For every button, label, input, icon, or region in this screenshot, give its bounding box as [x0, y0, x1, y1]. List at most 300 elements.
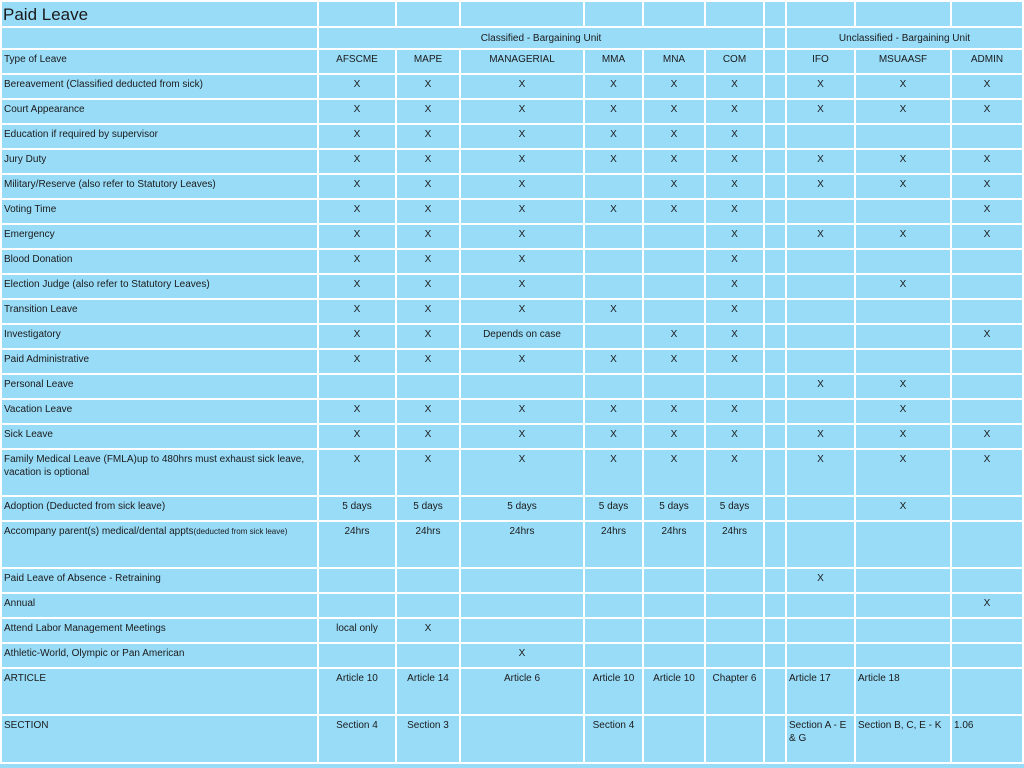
table-cell: X: [786, 224, 855, 249]
table-cell: X: [584, 399, 643, 424]
table-cell: X: [951, 99, 1023, 124]
table-cell: [764, 274, 786, 299]
table-cell: X: [318, 124, 396, 149]
table-cell: X: [396, 618, 460, 643]
table-cell: Article 6: [460, 668, 584, 715]
unclassified-group-header: Unclassified - Bargaining Unit: [786, 27, 1023, 49]
table-row: [1, 299, 1023, 324]
leave-type-text: Voting Time: [4, 204, 57, 215]
table-cell: X: [460, 74, 584, 99]
table-cell: [643, 274, 705, 299]
table-cell: [764, 715, 786, 763]
leave-type-label: [1, 224, 318, 249]
leave-type-text: Personal Leave: [4, 379, 74, 390]
table-cell: [764, 399, 786, 424]
table-cell: [764, 174, 786, 199]
col-header: MANAGERIAL: [460, 49, 584, 74]
leave-type-label: [1, 618, 318, 643]
table-cell: [764, 299, 786, 324]
leave-type-label: [1, 593, 318, 618]
table-cell: [951, 521, 1023, 568]
table-cell: [584, 224, 643, 249]
table-cell: X: [643, 324, 705, 349]
table-cell: [584, 274, 643, 299]
table-cell: X: [855, 74, 951, 99]
table-cell: X: [396, 324, 460, 349]
table-cell: X: [460, 274, 584, 299]
table-cell: X: [951, 449, 1023, 496]
table-cell: [318, 568, 396, 593]
table-cell: X: [584, 449, 643, 496]
table-cell: X: [460, 643, 584, 668]
table-cell: X: [584, 99, 643, 124]
table-cell: X: [396, 149, 460, 174]
leave-type-label: [1, 496, 318, 521]
leave-type-label: [1, 149, 318, 174]
table-cell: [855, 568, 951, 593]
group-row: [1, 27, 1023, 49]
table-cell: Article 14: [396, 668, 460, 715]
table-cell: X: [643, 424, 705, 449]
table-cell: X: [951, 593, 1023, 618]
leave-type-label: [1, 374, 318, 399]
table-cell: [786, 274, 855, 299]
leave-type-label: [1, 643, 318, 668]
table-cell: X: [584, 124, 643, 149]
table-cell: X: [786, 568, 855, 593]
table-cell: [951, 124, 1023, 149]
table-cell: X: [318, 199, 396, 224]
leave-type-label: [1, 274, 318, 299]
table-cell: [951, 568, 1023, 593]
table-cell: X: [705, 149, 764, 174]
table-cell: [764, 668, 786, 715]
table-cell: [764, 521, 786, 568]
table-cell: [764, 224, 786, 249]
table-cell: X: [584, 74, 643, 99]
table-cell: [584, 249, 643, 274]
table-cell: [764, 449, 786, 496]
table-cell: X: [705, 124, 764, 149]
table-cell: X: [855, 374, 951, 399]
leave-type-label: [1, 668, 318, 715]
table-cell: X: [460, 174, 584, 199]
table-cell: X: [705, 249, 764, 274]
table-cell: X: [460, 199, 584, 224]
table-cell: [764, 374, 786, 399]
table-cell: [764, 149, 786, 174]
table-cell: X: [584, 299, 643, 324]
table-row: [1, 521, 1023, 568]
table-cell: X: [396, 274, 460, 299]
leave-type-note: (deducted from sick leave): [193, 527, 288, 536]
table-cell: X: [643, 199, 705, 224]
table-row: [1, 174, 1023, 199]
table-cell: X: [584, 424, 643, 449]
table-cell: [705, 618, 764, 643]
table-cell: [643, 715, 705, 763]
leave-type-text: Military/Reserve (also refer to Statutory Leaves): [4, 179, 216, 190]
leave-type-label: [1, 99, 318, 124]
table-cell: X: [460, 149, 584, 174]
table-cell: X: [643, 149, 705, 174]
table-cell: X: [855, 424, 951, 449]
table-cell: 1.06: [951, 715, 1023, 763]
table-cell: [855, 299, 951, 324]
table-cell: [764, 99, 786, 124]
table-cell: X: [643, 99, 705, 124]
table-cell: X: [855, 149, 951, 174]
leave-type-label: [1, 568, 318, 593]
table-cell: [643, 568, 705, 593]
leave-type-text: Education if required by supervisor: [4, 129, 158, 140]
table-cell: [584, 374, 643, 399]
page-title: Paid Leave: [1, 1, 318, 27]
table-cell: [396, 643, 460, 668]
table-cell: [855, 249, 951, 274]
table-cell: X: [951, 174, 1023, 199]
table-cell: Section B, C, E - K: [855, 715, 951, 763]
table-cell: [396, 568, 460, 593]
table-row: [1, 199, 1023, 224]
table-cell: [764, 496, 786, 521]
table-cell: X: [705, 449, 764, 496]
table-row: [1, 324, 1023, 349]
table-cell: X: [786, 149, 855, 174]
table-cell: [951, 496, 1023, 521]
table-cell: X: [705, 424, 764, 449]
table-cell: [951, 249, 1023, 274]
table-cell: [705, 715, 764, 763]
table-cell: [786, 643, 855, 668]
leave-type-text: Athletic-World, Olympic or Pan American: [4, 648, 185, 659]
col-header: MSUAASF: [855, 49, 951, 74]
leave-type-label: [1, 249, 318, 274]
table-cell: X: [318, 224, 396, 249]
table-cell: X: [460, 424, 584, 449]
table-cell: X: [705, 299, 764, 324]
table-cell: X: [460, 124, 584, 149]
table-row: [1, 149, 1023, 174]
table-row: [1, 593, 1023, 618]
table-cell: X: [786, 374, 855, 399]
table-cell: X: [396, 224, 460, 249]
col-header: COM: [705, 49, 764, 74]
table-cell: 24hrs: [584, 521, 643, 568]
leave-type-text: Accompany parent(s) medical/dental appts: [4, 526, 194, 537]
table-row: [1, 496, 1023, 521]
table-cell: [705, 593, 764, 618]
table-cell: X: [855, 449, 951, 496]
leave-type-text: Annual: [4, 598, 36, 609]
table-cell: X: [318, 249, 396, 274]
table-cell: [705, 568, 764, 593]
table-cell: [951, 399, 1023, 424]
leave-type-label: [1, 349, 318, 374]
table-cell: X: [318, 349, 396, 374]
table-cell: [764, 568, 786, 593]
table-cell: 24hrs: [460, 521, 584, 568]
table-cell: X: [318, 74, 396, 99]
table-cell: X: [318, 424, 396, 449]
leave-type-text: Jury Duty: [4, 154, 47, 165]
table-cell: Article 18: [855, 668, 951, 715]
leave-type-text: Sick Leave: [4, 429, 53, 440]
col-header: MNA: [643, 49, 705, 74]
table-cell: X: [396, 424, 460, 449]
table-cell: local only: [318, 618, 396, 643]
table-cell: [318, 593, 396, 618]
leave-type-text: Vacation Leave: [4, 404, 73, 415]
table-row: [1, 124, 1023, 149]
table-cell: [786, 496, 855, 521]
table-cell: X: [396, 249, 460, 274]
table-cell: X: [855, 274, 951, 299]
leave-type-label: [1, 424, 318, 449]
table-cell: X: [460, 224, 584, 249]
table-cell: [786, 399, 855, 424]
table-cell: 5 days: [396, 496, 460, 521]
leave-type-label: [1, 124, 318, 149]
table-cell: X: [951, 224, 1023, 249]
col-header: MAPE: [396, 49, 460, 74]
table-cell: X: [460, 99, 584, 124]
table-cell: X: [855, 174, 951, 199]
section-row: [1, 715, 1023, 763]
leave-type-text: Transition Leave: [4, 304, 78, 315]
table-cell: [786, 249, 855, 274]
table-cell: [855, 618, 951, 643]
table-cell: X: [643, 174, 705, 199]
table-row: [1, 374, 1023, 399]
table-cell: Section 4: [584, 715, 643, 763]
table-cell: [460, 568, 584, 593]
table-cell: X: [584, 349, 643, 374]
table-cell: X: [951, 199, 1023, 224]
table-row: [1, 74, 1023, 99]
table-cell: 5 days: [705, 496, 764, 521]
table-cell: [786, 521, 855, 568]
table-cell: Article 10: [584, 668, 643, 715]
table-cell: X: [786, 174, 855, 199]
table-cell: [318, 643, 396, 668]
leave-type-text: Election Judge (also refer to Statutory Leaves): [4, 279, 210, 290]
classified-group-header: Classified - Bargaining Unit: [318, 27, 764, 49]
table-cell: X: [396, 399, 460, 424]
table-cell: X: [318, 299, 396, 324]
leave-type-label: [1, 299, 318, 324]
table-cell: [643, 224, 705, 249]
table-cell: [764, 424, 786, 449]
table-cell: [584, 324, 643, 349]
table-cell: [786, 618, 855, 643]
table-cell: X: [396, 299, 460, 324]
table-cell: Article 10: [643, 668, 705, 715]
table-cell: X: [705, 324, 764, 349]
table-cell: 5 days: [584, 496, 643, 521]
table-cell: [855, 324, 951, 349]
leave-type-label: [1, 199, 318, 224]
table-cell: X: [396, 199, 460, 224]
table-cell: [855, 349, 951, 374]
leave-type-text: Attend Labor Management Meetings: [4, 623, 166, 634]
table-row: [1, 643, 1023, 668]
table-row: [1, 568, 1023, 593]
leave-type-text: Court Appearance: [4, 104, 85, 115]
leave-type-label: [1, 715, 318, 763]
leave-type-text: Paid Administrative: [4, 354, 90, 365]
table-cell: X: [855, 224, 951, 249]
table-cell: X: [584, 199, 643, 224]
leave-type-text: Blood Donation: [4, 254, 73, 265]
table-cell: X: [705, 99, 764, 124]
table-cell: [786, 199, 855, 224]
table-cell: 24hrs: [396, 521, 460, 568]
table-cell: 24hrs: [643, 521, 705, 568]
table-cell: [643, 643, 705, 668]
table-row: [1, 224, 1023, 249]
leave-type-label: [1, 174, 318, 199]
table-cell: 5 days: [643, 496, 705, 521]
leave-type-label: [1, 399, 318, 424]
table-cell: X: [318, 449, 396, 496]
table-cell: X: [318, 274, 396, 299]
table-cell: Article 17: [786, 668, 855, 715]
table-cell: X: [396, 174, 460, 199]
table-cell: X: [786, 99, 855, 124]
article-row: [1, 668, 1023, 715]
table-cell: [705, 374, 764, 399]
table-cell: [764, 349, 786, 374]
table-cell: [460, 374, 584, 399]
table-row: [1, 618, 1023, 643]
table-cell: Section A - E & G: [786, 715, 855, 763]
table-cell: [855, 124, 951, 149]
table-row: [1, 449, 1023, 496]
table-cell: X: [643, 449, 705, 496]
table-cell: X: [396, 99, 460, 124]
table-cell: X: [460, 449, 584, 496]
table-cell: X: [460, 399, 584, 424]
table-cell: [764, 593, 786, 618]
table-cell: [786, 349, 855, 374]
leave-type-text: Family Medical Leave (FMLA)up to 480hrs must exhaust sick leave, vacation is optional: [4, 454, 305, 478]
table-cell: [460, 715, 584, 763]
leave-type-label: [1, 521, 318, 568]
table-cell: [643, 618, 705, 643]
table-row: [1, 399, 1023, 424]
table-cell: X: [951, 149, 1023, 174]
table-cell: X: [318, 99, 396, 124]
table-row: [1, 349, 1023, 374]
table-cell: [396, 593, 460, 618]
table-cell: X: [705, 399, 764, 424]
table-row: [1, 99, 1023, 124]
col-header: ADMIN: [951, 49, 1023, 74]
leave-type-text: Emergency: [4, 229, 55, 240]
table-cell: X: [705, 224, 764, 249]
table-cell: [764, 249, 786, 274]
table-cell: [764, 643, 786, 668]
table-cell: [764, 618, 786, 643]
table-cell: Depends on case: [460, 324, 584, 349]
table-cell: 5 days: [318, 496, 396, 521]
table-cell: [855, 199, 951, 224]
table-cell: [951, 668, 1023, 715]
table-cell: X: [396, 124, 460, 149]
table-cell: [786, 299, 855, 324]
column-header-row: [1, 49, 1023, 74]
table-cell: [460, 618, 584, 643]
table-cell: [855, 521, 951, 568]
table-cell: X: [584, 149, 643, 174]
table-row: [1, 274, 1023, 299]
table-cell: [764, 124, 786, 149]
leave-type-text: Bereavement (Classified deducted from sick): [4, 79, 203, 90]
type-of-leave-header: Type of Leave: [1, 49, 318, 74]
table-cell: Chapter 6: [705, 668, 764, 715]
table-cell: X: [705, 199, 764, 224]
table-cell: [584, 174, 643, 199]
table-cell: [855, 593, 951, 618]
table-cell: X: [460, 249, 584, 274]
table-cell: [951, 274, 1023, 299]
table-cell: 24hrs: [705, 521, 764, 568]
table-cell: X: [643, 349, 705, 374]
table-cell: [764, 324, 786, 349]
table-cell: X: [396, 74, 460, 99]
col-header: MMA: [584, 49, 643, 74]
table-cell: [786, 324, 855, 349]
table-cell: X: [951, 324, 1023, 349]
table-cell: X: [396, 349, 460, 374]
table-cell: X: [705, 274, 764, 299]
table-cell: X: [318, 174, 396, 199]
col-header: AFSCME: [318, 49, 396, 74]
table-cell: [951, 349, 1023, 374]
title-row: [1, 1, 1023, 27]
table-cell: [643, 593, 705, 618]
table-cell: X: [643, 399, 705, 424]
table-cell: X: [855, 99, 951, 124]
table-cell: X: [951, 424, 1023, 449]
table-cell: 5 days: [460, 496, 584, 521]
table-cell: [705, 643, 764, 668]
table-cell: [786, 124, 855, 149]
table-cell: X: [951, 74, 1023, 99]
leave-type-label: [1, 449, 318, 496]
table-cell: X: [705, 74, 764, 99]
table-cell: X: [705, 349, 764, 374]
table-cell: [584, 593, 643, 618]
table-cell: [643, 374, 705, 399]
table-cell: [584, 568, 643, 593]
table-cell: [584, 643, 643, 668]
leave-type-text: Paid Leave of Absence - Retraining: [4, 573, 161, 584]
table-cell: 24hrs: [318, 521, 396, 568]
leave-type-label: [1, 74, 318, 99]
leave-type-text: Investigatory: [4, 329, 61, 340]
table-cell: X: [786, 424, 855, 449]
table-cell: [951, 643, 1023, 668]
table-cell: [786, 593, 855, 618]
table-row: [1, 249, 1023, 274]
leave-type-text: Adoption (Deducted from sick leave): [4, 501, 166, 512]
table-cell: X: [855, 399, 951, 424]
table-cell: [584, 618, 643, 643]
table-cell: X: [396, 449, 460, 496]
table-cell: X: [643, 124, 705, 149]
